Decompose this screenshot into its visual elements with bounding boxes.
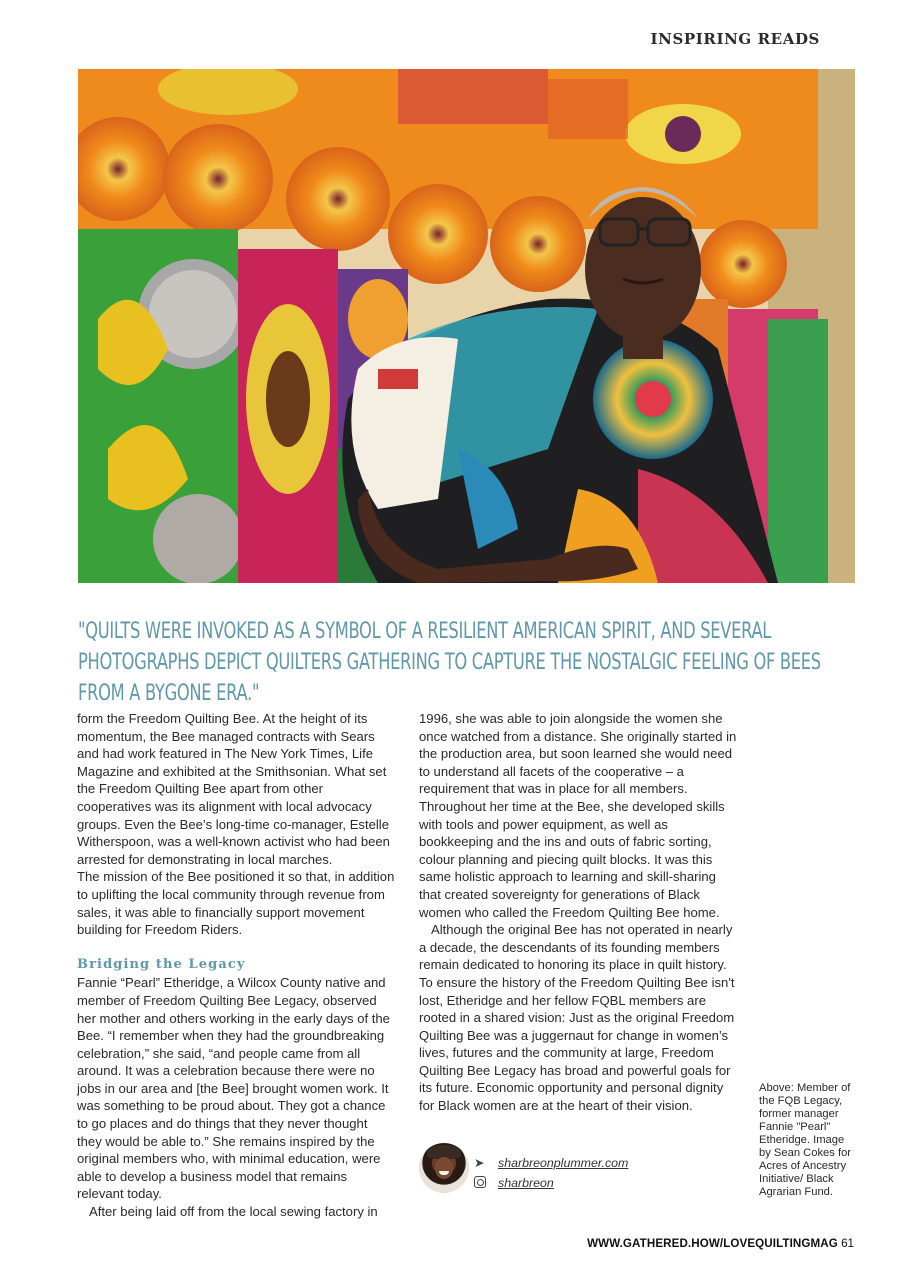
article-paragraph: form the Freedom Quilting Bee. At the height of its momentum, the Bee managed contracts with Sears and had work featured in The New York Times, Life Magazine and exhibited at the Smithsonian. What set the Freedom Quilting Bee apart from other cooperatives was its alignment with local advocacy groups. Even the Bee’s long-time co-manager, Estelle Witherspoon, was a well-known activist who had been arrested for demonstrating in local marches. (77, 711, 390, 867)
article-paragraph: Fannie “Pearl” Etheridge, a Wilcox County native and member of Freedom Quilting Bee Legacy, observed her mother and others working in the early days of the Bee. “I remember when they had the groundbreaking celebration,” she said, “and people came from all around. It was a celebration because there were no jobs in our area and [the Bee] brought women work. It was something to be proud about. They got a chance to go places and do things that they never thought they would be able to.” She remains inspired by the original members who, with minimal education, were able to develop a business model that remains relevant today. (77, 975, 390, 1202)
instagram-icon (474, 1176, 488, 1190)
author-instagram-link[interactable] (474, 1176, 554, 1190)
author-website-link[interactable] (474, 1155, 628, 1170)
article-paragraph: 1996, she was able to join alongside the women she once watched from a distance. She originally started in the production area, but soon learned she would need to understand all facets of the cooperative – a requirement that was in place for all members. Throughout her time at the Bee, she developed skills with tools and power equipment, as well as bookkeeping and the ins and outs of fabric sorting, colour planning and piecing quilt blocks. It was this same holistic approach to learning and skill-sharing that created sovereignty for generations of Black women who called the Freedom Quilting Bee home. (419, 711, 737, 920)
photo-caption: Above: Member of the FQB Legacy, former manager Fannie "Pearl" Etheridge. Image by Sean Cokes for Acres of Ancestry Initiative/ Black Agrarian Fund. (759, 1082, 852, 1198)
cursor-arrow-icon: ➤ (474, 1156, 485, 1170)
author-instagram-text[interactable]: sharbreon (498, 1176, 554, 1190)
article-paragraph: After being laid off from the local sewing factory in (89, 1204, 378, 1220)
author-website-text[interactable]: sharbreonplummer.com (498, 1156, 629, 1170)
pull-quote: "QUILTS WERE INVOKED AS A SYMBOL OF A RESILIENT AMERICAN SPIRIT, AND SEVERAL PHOTOGRAPHS DEPICT QUILTERS GATHERING TO CAPTURE THE NOSTALGIC FEELING OF BEES FROM A BYGONE ERA." (78, 619, 821, 706)
page-number: 61 (841, 1237, 854, 1250)
section-label: INSPIRING READS (650, 30, 820, 48)
footer-url: WWW.GATHERED.HOW/LOVEQUILTINGMAG (587, 1237, 838, 1250)
page-footer (587, 1237, 854, 1250)
article-paragraph: Although the original Bee has not operated in nearly a decade, the descendants of its founding members remain dedicated to honoring its place in quilt history. To ensure the history of the Freedom Quilting Bee isn't lost, Etheridge and her fellow FQBL members are rooted in a shared vision: Just as the original Freedom Quilting Bee was a juggernaut for change in women’s lives, futures and the community at large, Freedom Quilting Bee Legacy has broad and powerful goals for its future. Economic opportunity and personal dignity for Black women are at the heart of their vision. (419, 922, 735, 1114)
quilt-photo-illustration (78, 69, 855, 583)
section-subheading: Bridging the Legacy (77, 956, 246, 972)
quilter-portrait-photo (78, 69, 855, 583)
article-column-left (77, 710, 395, 1221)
author-avatar (419, 1143, 469, 1193)
article-paragraph: The mission of the Bee positioned it so that, in addition to uplifting the local community through revenue from sales, it was able to financially support movement building for Freedom Riders. (77, 869, 395, 938)
author-byline (419, 1137, 659, 1201)
article-column-right (419, 710, 741, 1115)
